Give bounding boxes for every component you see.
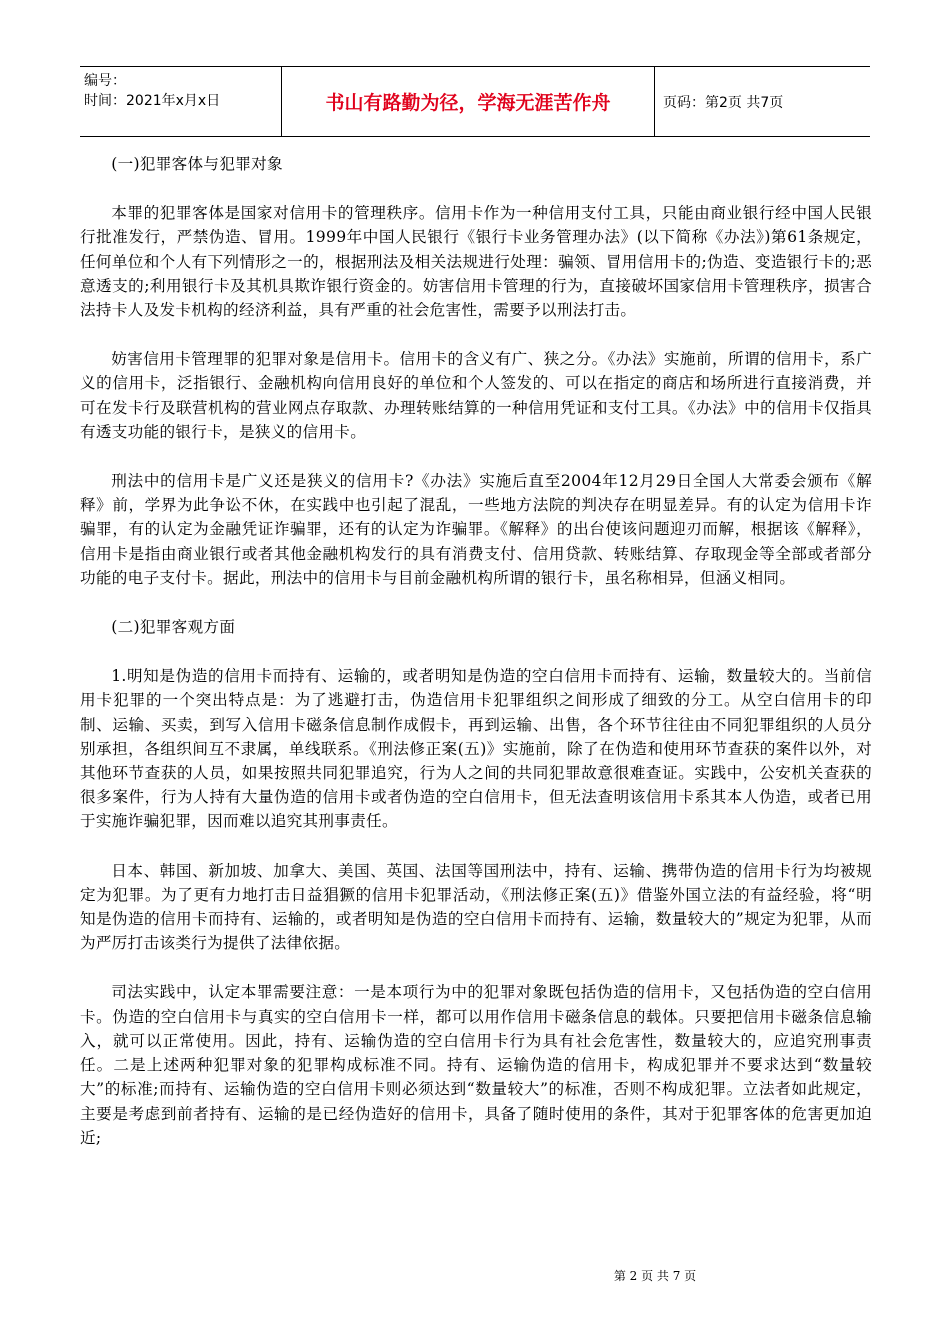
page-header [80, 66, 870, 137]
page-footer: 第 2 页 共 7 页 [613, 1269, 697, 1283]
paragraph: 本罪的犯罪客体是国家对信用卡的管理秩序。信用卡作为一种信用支付工具，只能由商业银行经中国人民银行批准发行，严禁伪造、冒用。1999年中国人民银行《银行卡业务管理办法》(以下简称《办法》)第61条规定，任何单位和个人有下列情形之一的，根据刑法及相关法规进行处理：骗领、冒用信用卡的;伪造、变造银行卡的;恶意透支的;利用银行卡及其机具欺诈银行资金的。妨害信用卡管理的行为，直接破坏国家信用卡管理秩序，损害合法持卡人及发卡机构的经济利益，具有严重的社会危害性，需要予以刑法打击。 [80, 204, 872, 320]
document-time-label: 时间：2021年x月x日 [84, 93, 221, 109]
header-meta [80, 67, 282, 136]
section-heading: (一)犯罪客体与犯罪对象 [111, 155, 283, 173]
header-motto: 书山有路勤为径，学海无涯苦作舟 [282, 67, 655, 136]
paragraph: 妨害信用卡管理罪的犯罪对象是信用卡。信用卡的含义有广、狭之分。《办法》实施前，所谓的信用卡，系广义的信用卡，泛指银行、金融机构向信用良好的单位和个人签发的、可以在指定的商店和场所进行直接消费，并可在发卡行及联营机构的营业网点存取款、办理转账结算的一种信用凭证和支付工具。《办法》中的信用卡仅指具有透支功能的银行卡，是狭义的信用卡。 [80, 350, 872, 441]
paragraph: 刑法中的信用卡是广义还是狭义的信用卡?《办法》实施后直至2004年12月29日全国人大常委会颁布《解释》前，学界为此争讼不休，在实践中也引起了混乱，一些地方法院的判决存在明显差异。有的认定为信用卡诈骗罪，有的认定为金融凭证诈骗罪，还有的认定为诈骗罪。《解释》的出台使该问题迎刃而解，根据该《解释》，信用卡是指由商业银行或者其他金融机构发行的具有消费支付、信用贷款、转账结算、存取现金等全部或者部分功能的电子支付卡。据此，刑法中的信用卡与目前金融机构所谓的银行卡，虽名称相异，但涵义相同。 [80, 472, 872, 587]
paragraph: 司法实践中，认定本罪需要注意：一是本项行为中的犯罪对象既包括伪造的信用卡，又包括伪造的空白信用卡。伪造的空白信用卡与真实的空白信用卡一样，都可以用作信用卡磁条信息的载体。只要把信用卡磁条信息输入，就可以正常使用。因此，持有、运输伪造的空白信用卡行为具有社会危害性，数量较大的，应追究刑事责任。二是上述两种犯罪对象的犯罪构成标准不同。持有、运输伪造的信用卡，构成犯罪并不要求达到“数量较大”的标准;而持有、运输伪造的空白信用卡则必须达到“数量较大”的标准，否则不构成犯罪。立法者如此规定，主要是考虑到前者持有、运输的是已经伪造好的信用卡，具备了随时使用的条件，其对于犯罪客体的危害更加迫近; [80, 983, 872, 1147]
header-page-label: 页码：第2页 共7页 [663, 94, 784, 111]
document-number-label: 编号： [84, 73, 126, 89]
document-body [80, 152, 872, 1150]
paragraph: 日本、韩国、新加坡、加拿大、美国、英国、法国等国刑法中，持有、运输、携带伪造的信用卡行为均被规定为犯罪。为了更有力地打击日益猖獗的信用卡犯罪活动，《刑法修正案(五)》借鉴外国立法的有益经验，将“明知是伪造的信用卡而持有、运输的，或者明知是伪造的空白信用卡而持有、运输，数量较大的”规定为犯罪，从而为严厉打击该类行为提供了法律依据。 [80, 861, 872, 953]
paragraph: 1.明知是伪造的信用卡而持有、运输的，或者明知是伪造的空白信用卡而持有、运输，数量较大的。当前信用卡犯罪的一个突出特点是：为了逃避打击，伪造信用卡犯罪组织之间形成了细致的分工。从空白信用卡的印制、运输、买卖，到写入信用卡磁条信息制作成假卡，再到运输、出售，各个环节往往由不同犯罪组织的人员分别承担，各组织间互不隶属，单线联系。《刑法修正案(五)》实施前，除了在伪造和使用环节查获的案件以外，对其他环节查获的人员，如果按照共同犯罪追究，行为人之间的共同犯罪故意很难查证。实践中，公安机关查获的很多案件，行为人持有大量伪造的信用卡或者伪造的空白信用卡，但无法查明该信用卡系其本人伪造，或者已用于实施诈骗犯罪，因而难以追究其刑事责任。 [80, 667, 872, 831]
section-heading: (二)犯罪客观方面 [111, 618, 236, 637]
